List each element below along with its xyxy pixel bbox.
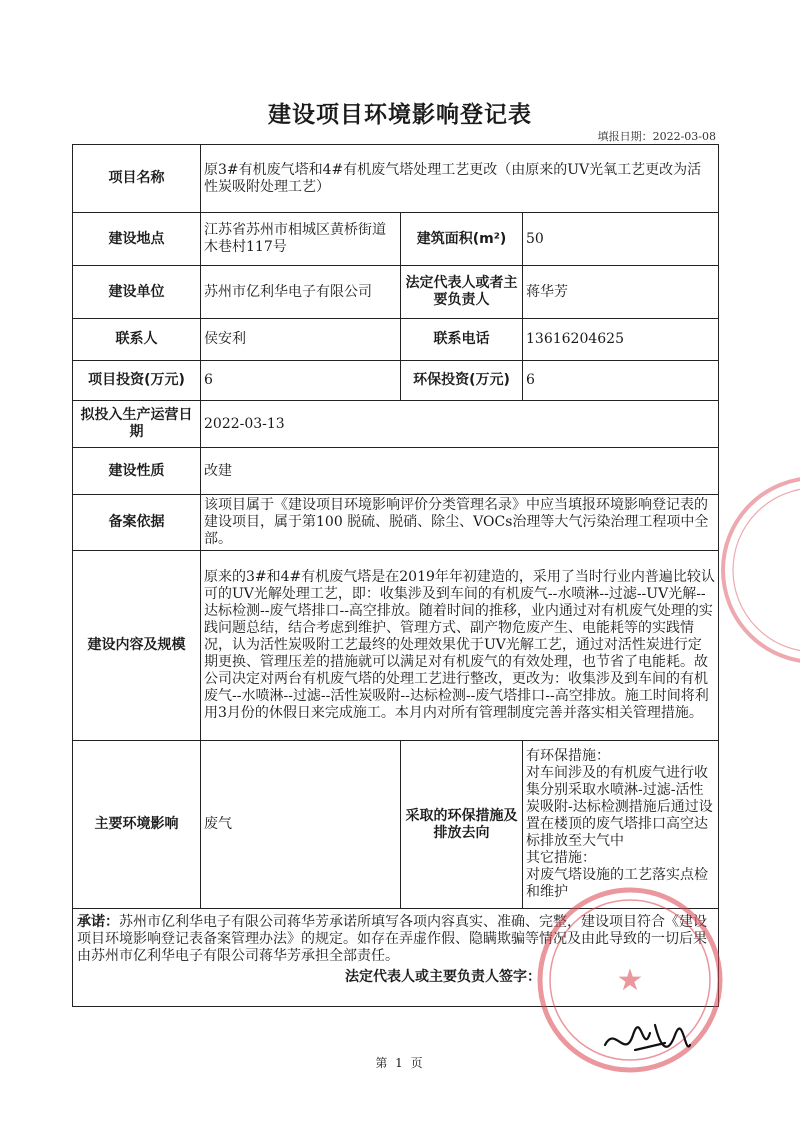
- unit-value: 苏州市亿利华电子有限公司: [201, 266, 401, 319]
- row-operation-date: [73, 401, 719, 448]
- row-investment: [73, 361, 719, 401]
- pledge-heading: 承诺：: [77, 914, 119, 930]
- investment-value: 6: [201, 361, 401, 401]
- row-nature: [73, 448, 719, 495]
- content-label: 建设内容及规模: [73, 551, 201, 741]
- impact-label: 主要环境影响: [73, 741, 201, 909]
- location-label: 建设地点: [73, 213, 201, 266]
- row-contact: [73, 319, 719, 361]
- row-project-name: [73, 145, 719, 213]
- fill-date: 填报日期：2022-03-08: [597, 130, 716, 143]
- area-value: 50: [523, 213, 719, 266]
- signature-label: 法定代表人或主要负责人签字：: [345, 969, 541, 985]
- contact-label: 联系人: [73, 319, 201, 361]
- measures-label: 采取的环保措施及排放去向: [401, 741, 523, 909]
- operation-date-value: 2022-03-13: [201, 401, 719, 448]
- legal-rep-value: 蒋华芳: [523, 266, 719, 319]
- registration-form-table: [72, 144, 719, 1007]
- nature-label: 建设性质: [73, 448, 201, 495]
- phone-value: 13616204625: [523, 319, 719, 361]
- unit-label: 建设单位: [73, 266, 201, 319]
- phone-label: 联系电话: [401, 319, 523, 361]
- basis-label: 备案依据: [73, 495, 201, 551]
- basis-value: 该项目属于《建设项目环境影响评价分类管理名录》中应当填报环境影响登记表的建设项目，属于第100 脱硫、脱硝、除尘、VOCs治理等大气污染治理工程项中全部。: [201, 495, 719, 551]
- nature-value: 改建: [201, 448, 719, 495]
- content-value: 原来的3#和4#有机废气塔是在2019年年初建造的，采用了当时行业内普遍比较认可的UV光解处理工艺，即：收集涉及到车间的有机废气--水喷淋--过滤--UV光解--达标检测--废气塔排口--高空排放。随着时间的推移，业内通过对有机废气处理的实践问题总结，结合考虑到维护、管理方式、副产物危废产生、电能耗等的实践情况，认为活性炭吸附工艺最终的处理效果优于UV光解工艺，通过对活性炭进行定期更换、管理压差的措施就可以满足对有机废气的有效处理，也节省了电能耗。故公司决定对两台有机废气塔的处理工艺进行整改，更改为：收集涉及到车间的有机废气--水喷淋--过滤--活性炭吸附--达标检测--废气塔排口--高空排放。施工时间将利用3月份的休假日来完成施工。本月内对所有管理制度完善并落实相关管理措施。: [201, 551, 719, 741]
- area-label: 建筑面积(m²): [401, 213, 523, 266]
- page-number: 第 1 页: [375, 1056, 425, 1070]
- row-unit: [73, 266, 719, 319]
- svg-text:★: ★: [616, 963, 644, 998]
- pledge-text: 苏州市亿利华电子有限公司蒋华芳承诺所填写各项内容真实、准确、完整，建设项目符合《建设项目环境影响登记表备案管理办法》的规定。如存在弄虚作假、隐瞒欺骗等情况及由此导致的一切后果由苏州市亿利华电子有限公司蒋华芳承担全部责任。: [77, 914, 707, 964]
- project-name-value: 原3#有机废气塔和4#有机废气塔处理工艺更改（由原来的UV光氧工艺更改为活性炭吸附处理工艺）: [201, 145, 719, 213]
- env-investment-value: 6: [523, 361, 719, 401]
- investment-label: 项目投资(万元): [73, 361, 201, 401]
- operation-date-label: 拟投入生产运营日期: [73, 401, 201, 448]
- measures-value: 有环保措施： 对车间涉及的有机废气进行收集分别采取水喷淋-过滤-活性炭吸附-达标检测措施后通过设置在楼顶的废气塔排口高空达标排放至大气中 其它措施： 对废气塔设施的工艺落实点检和维护: [523, 741, 719, 909]
- document-title: 建设项目环境影响登记表: [268, 102, 532, 128]
- contact-value: 侯安利: [201, 319, 401, 361]
- row-content: [73, 551, 719, 741]
- row-basis: [73, 495, 719, 551]
- partial-seal-stamp: [715, 470, 800, 670]
- location-value: 江苏省苏州市相城区黄桥街道木巷村117号: [201, 213, 401, 266]
- legal-rep-label: 法定代表人或者主要负责人: [401, 266, 523, 319]
- project-name-label: 项目名称: [73, 145, 201, 213]
- impact-value: 废气: [201, 741, 401, 909]
- env-investment-label: 环保投资(万元): [401, 361, 523, 401]
- row-location: [73, 213, 719, 266]
